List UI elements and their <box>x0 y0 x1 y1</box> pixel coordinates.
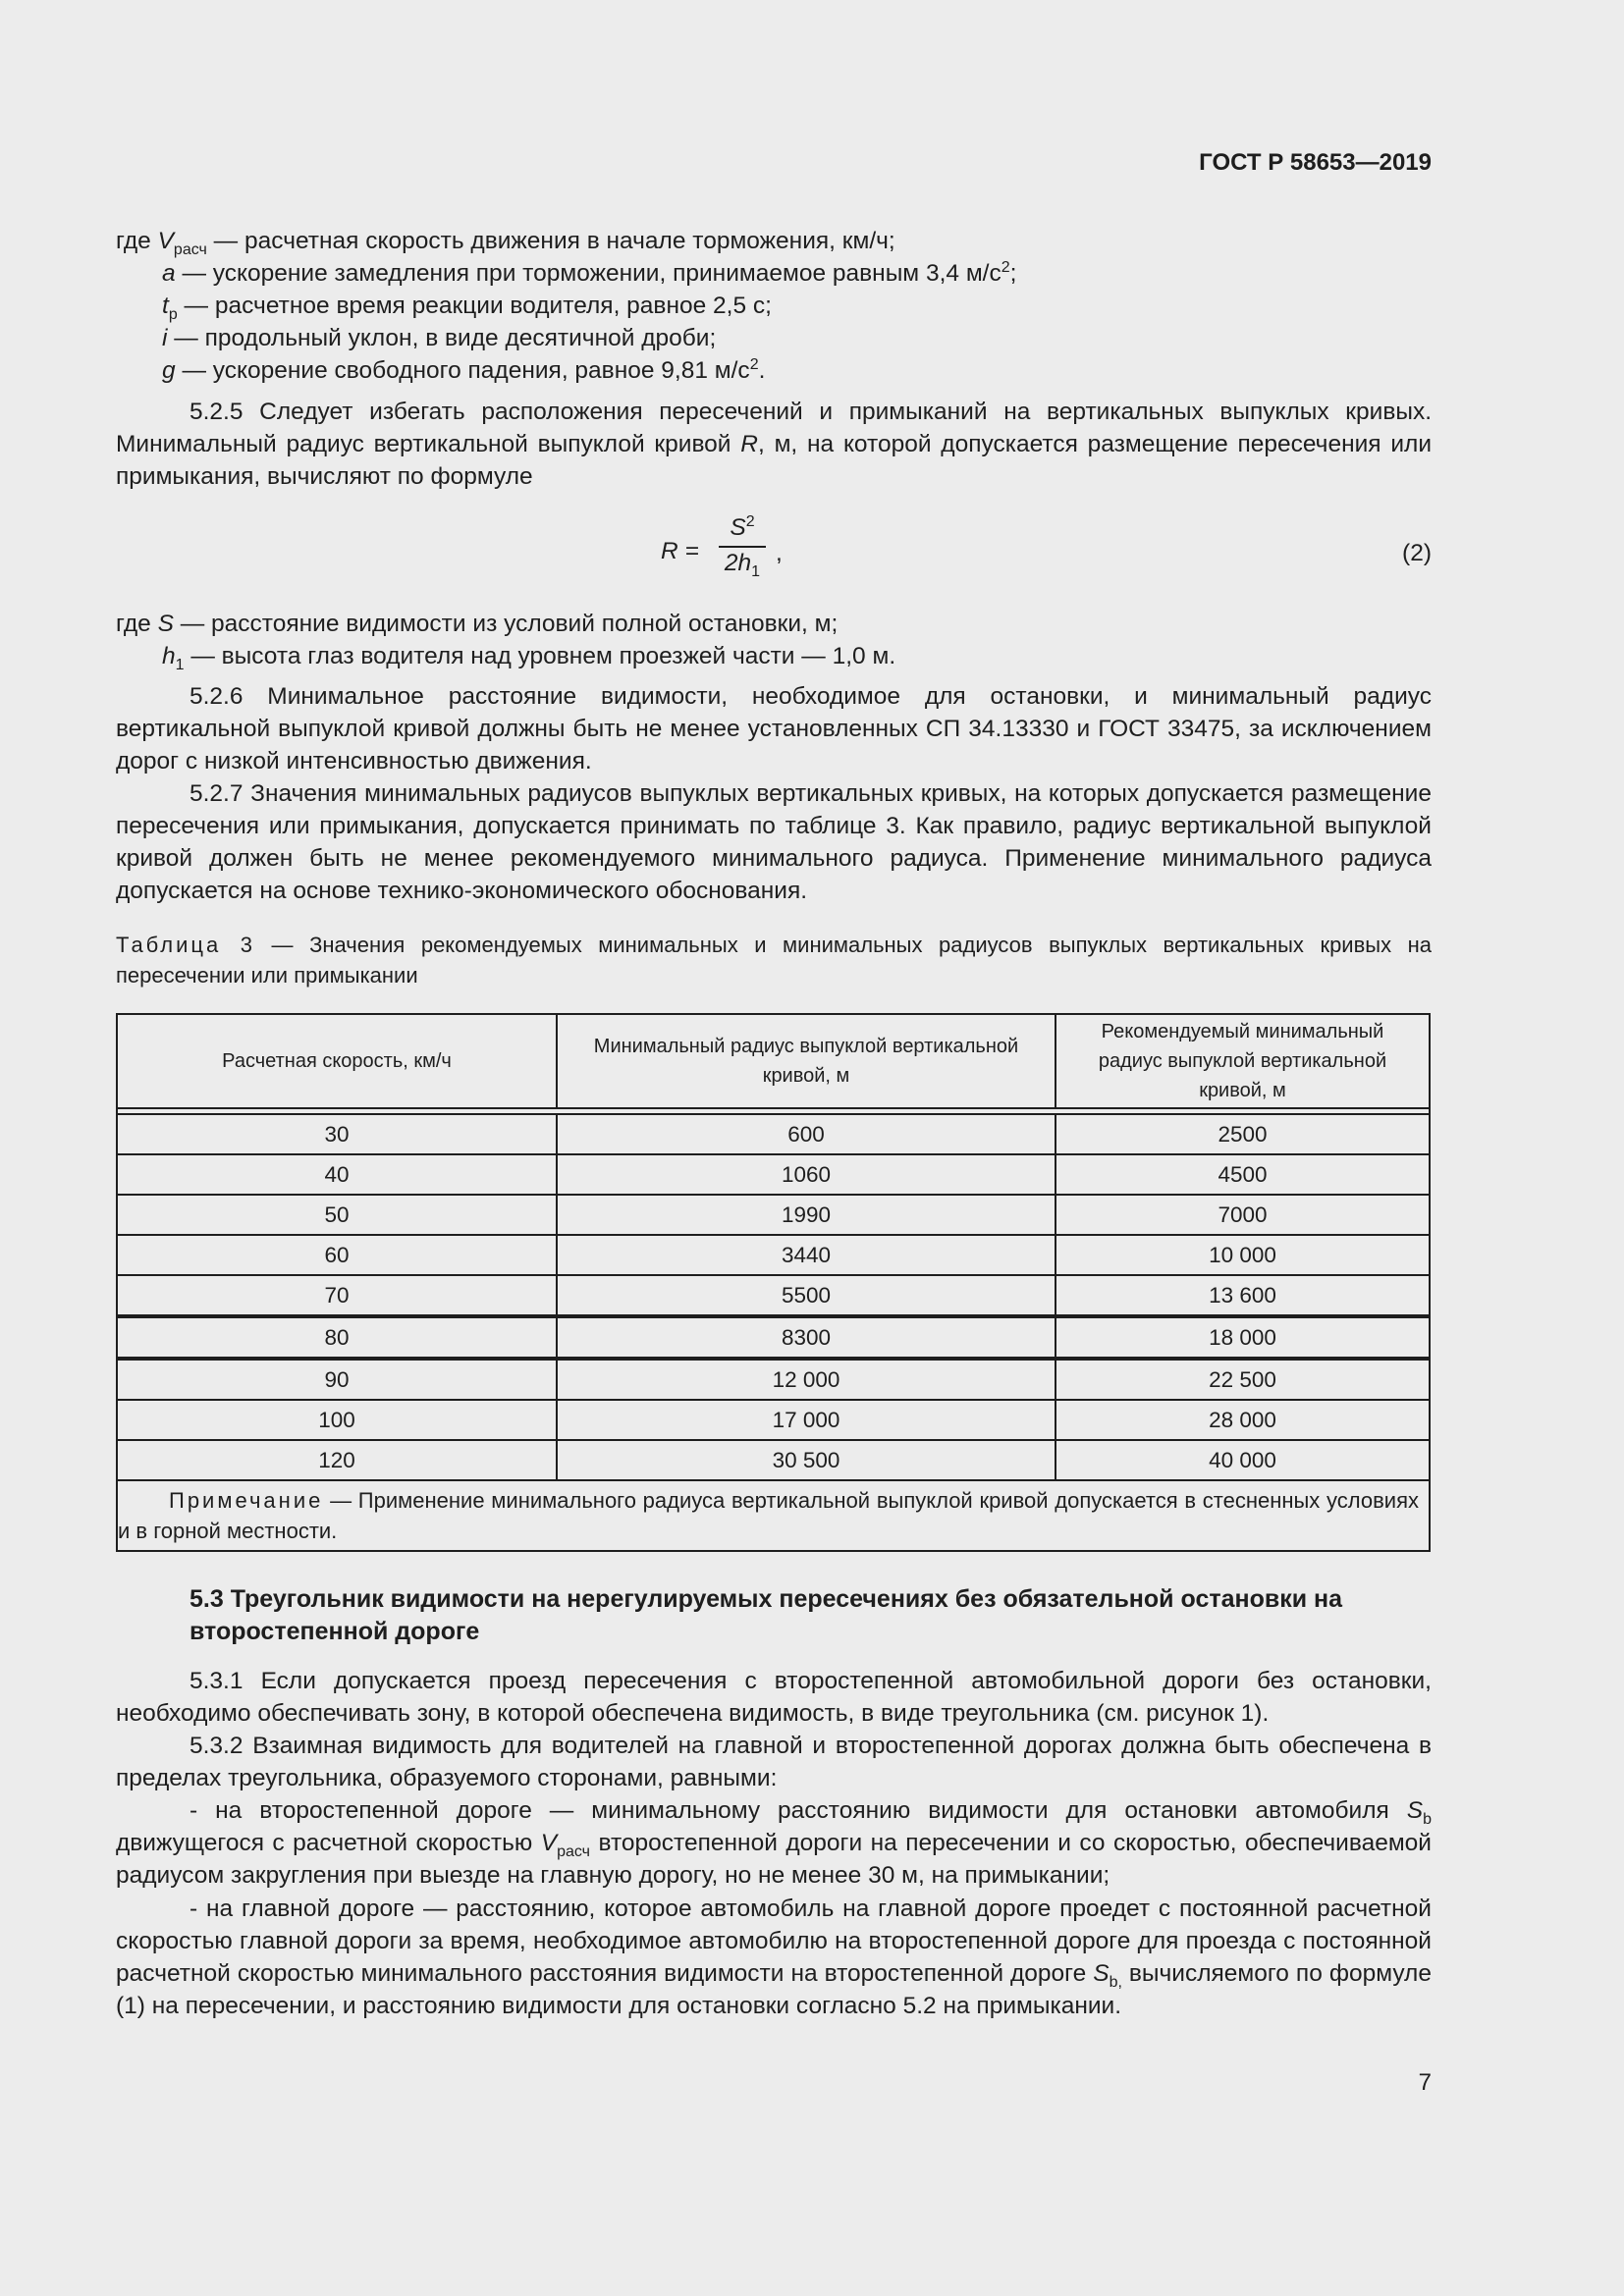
formula-2: R = $S^2$ $2h_1$ , <box>661 513 783 580</box>
column-header-min-radius: Минимальный радиус выпуклой вертикальной кривой, м <box>557 1014 1056 1108</box>
paragraph-5-2-5: 5.2.5 Следует избегать расположения пересечений и примыканий на вертикальных выпуклых кривых. Минимальный радиус вертикальной выпуклой кривой R, м, на которой допускается размещение пересечения или примыкания, вычисляют по формуле <box>116 399 1432 490</box>
table-row: 100 17 000 28 000 <box>117 1400 1430 1440</box>
list-item-secondary-road: - на второстепенной дороге — минимальному расстоянию видимости для остановки автомобиля $S_b$ движущегося с расчетной скоростью $V_{расч}$ второстепенной дороги на пересечении и со скоростью, обеспечиваемой радиусом закругления при выезде на главную дорогу, но не менее 30 м, на примыкании; <box>116 1797 1432 1889</box>
table-row: 80 8300 18 000 <box>117 1316 1430 1359</box>
formula-fraction: $S^2$ $2h_1$ <box>717 514 768 577</box>
table-row: 120 30 500 40 000 <box>117 1440 1430 1480</box>
paragraph-5-2-6: 5.2.6 Минимальное расстояние видимости, необходимое для остановки, и минимальный радиус вертикальной выпуклой кривой должны быть не менее установленных СП 34.13330 и ГОСТ 33475, за исключением дорог с низкой интенсивностью движения. <box>116 683 1432 774</box>
variables-legend-2: где S — расстояние видимости из условий полной остановки, м; $h_1$ — высота глаз водителя над уровнем проезжей части — 1,0 м. <box>116 611 896 673</box>
paragraph-5-3-1: 5.3.1 Если допускается проезд пересечения с второстепенной автомобильной дороги без остановки, необходимо обеспечивать зону, в которой обеспечена видимость, в виде треугольника (см. рисунок 1). <box>116 1668 1432 1727</box>
legend-line-g: g — ускорение свободного падения, равное 9,81 $м/с^2$. <box>162 356 766 384</box>
legend-line-tp: $t_р$ — расчетное время реакции водителя, равное 2,5 с; <box>162 293 772 323</box>
list-item-main-road: - на главной дороге — расстоянию, которое автомобиль на главной дороге проедет с постоянной расчетной скоростью главной дороги за время, необходимое автомобилю на второстепенной дороге для проезда с постоянной расчетной скоростью минимального расстояния видимости на второстепенной дороге $S_{b,}$ вычисляемого по формуле (1) на пересечении, и расстоянию видимости для остановки согласно 5.2 на примыкании. <box>116 1896 1432 2019</box>
legend-line-v: где $V_{расч}$ — расчетная скорость движения в начале торможения, км/ч; <box>116 228 895 258</box>
section-heading-5-3: 5.3 Треугольник видимости на нерегулируемых пересечениях без обязательной остановки на второстепенной дороге <box>189 1585 1343 1645</box>
table-row: 40 1060 4500 <box>117 1154 1430 1195</box>
table-row: 60 3440 10 000 <box>117 1235 1430 1275</box>
page-number: 7 <box>1418 2069 1432 2096</box>
document-code-header: ГОСТ Р 58653—2019 <box>1199 149 1432 176</box>
paragraph-5-2-7: 5.2.7 Значения минимальных радиусов выпуклых вертикальных кривых, на которых допускается размещение пересечения или примыкания, допускается принимать по таблице 3. Как правило, радиус вертикальной выпуклой кривой должен быть не менее рекомендуемого минимального радиуса. Применение минимального радиуса допускается на основе технико-экономического обоснования. <box>116 780 1432 904</box>
table-3 <box>116 1013 1431 1552</box>
legend-line-a: a — ускорение замедления при торможении, принимаемое равным 3,4 $м/с^2$; <box>162 259 1017 287</box>
variables-legend-1 <box>116 225 1432 387</box>
table-row: 70 5500 13 600 <box>117 1275 1430 1316</box>
legend-line-i: i — продольный уклон, в виде десятичной дроби; <box>162 325 717 351</box>
formula-number: (2) <box>1402 540 1432 566</box>
paragraph-5-3-2: 5.3.2 Взаимная видимость для водителей на главной и второстепенной дорогах должна быть обеспечена в пределах треугольника, образуемого сторонами, равными: <box>116 1733 1432 1791</box>
table-caption: Таблица 3 — Значения рекомендуемых минимальных и минимальных радиусов выпуклых вертикальных кривых на пересечении или примыкании <box>116 933 1433 988</box>
formula-lhs: R = <box>661 538 699 564</box>
table-note-row <box>117 1480 1430 1551</box>
table-note: Примечание — Применение минимального радиуса вертикальной выпуклой кривой допускается в стесненных условиях и в горной местности. <box>117 1480 1430 1551</box>
table-row: 50 1990 7000 <box>117 1195 1430 1235</box>
column-header-speed: Расчетная скорость, км/ч <box>117 1014 557 1108</box>
table-row: 90 12 000 22 500 <box>117 1359 1430 1400</box>
table-header-row <box>117 1014 1430 1108</box>
column-header-recommended-radius: Рекомендуемый минимальный радиус выпуклой вертикальной кривой, м <box>1056 1014 1430 1108</box>
table-row: 30 600 2500 <box>117 1114 1430 1154</box>
